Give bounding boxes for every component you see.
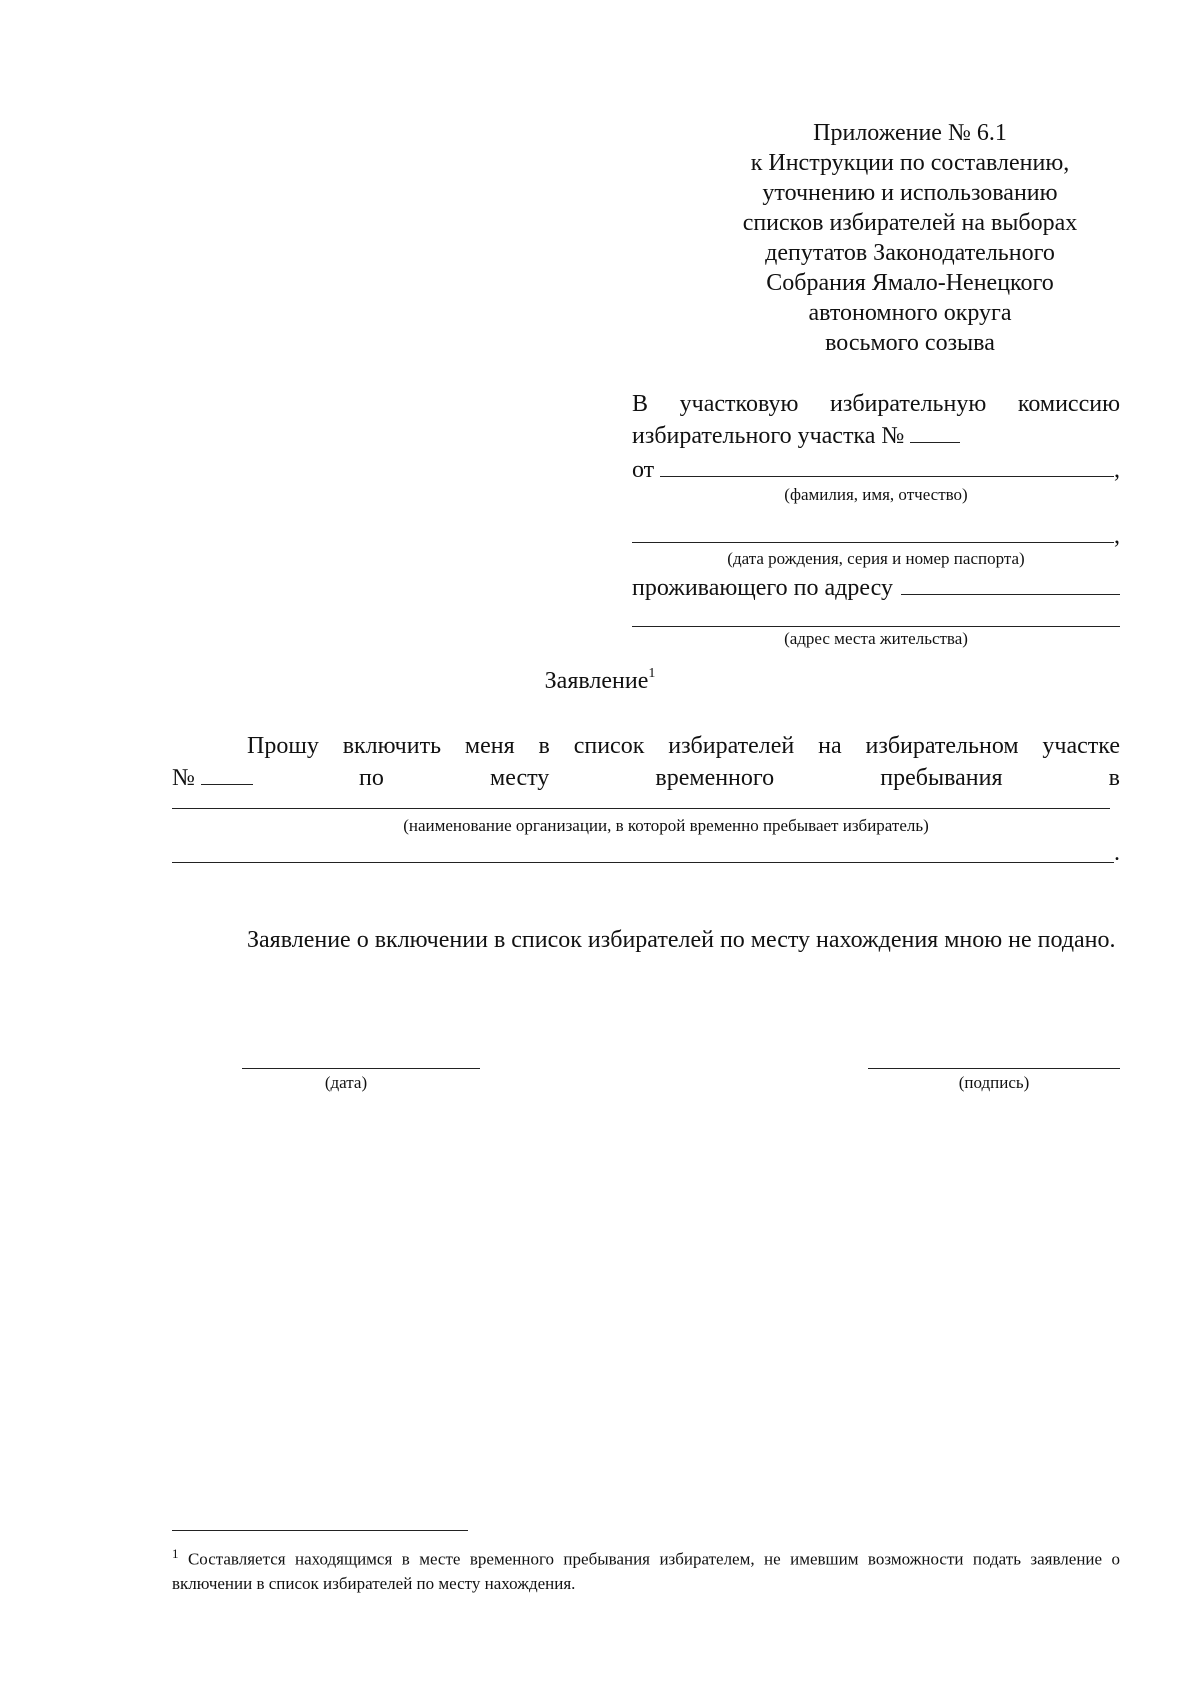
title-footnote-mark: 1 bbox=[648, 666, 656, 681]
request-word: в bbox=[1108, 765, 1120, 791]
addressee-block bbox=[632, 388, 1120, 650]
appendix-line: Собрания Ямало-Ненецкого bbox=[766, 270, 1054, 296]
precinct-number-field-2[interactable] bbox=[201, 784, 253, 785]
comma: , bbox=[1114, 457, 1120, 483]
fio-field[interactable] bbox=[660, 452, 1114, 477]
addressee-line-from bbox=[632, 452, 1120, 484]
organization-field-1[interactable] bbox=[172, 798, 1110, 809]
residing-label: проживающего по адресу bbox=[632, 575, 893, 601]
precinct-number-field[interactable] bbox=[910, 442, 960, 443]
from-label: от bbox=[632, 457, 655, 483]
organization-line-2 bbox=[172, 840, 1120, 866]
appendix-line: списков избирателей на выборах bbox=[742, 210, 1078, 236]
appendix-header bbox=[700, 118, 1120, 358]
request-line-2 bbox=[172, 762, 1120, 794]
statement-paragraph bbox=[172, 923, 1120, 957]
appendix-line: к Инструкции по составлению, bbox=[750, 150, 1070, 176]
signature-block bbox=[868, 1068, 1120, 1093]
addressee-line-residing bbox=[632, 570, 1120, 602]
addressee-line-precinct bbox=[632, 420, 1120, 452]
organization-field-2[interactable] bbox=[172, 842, 1114, 863]
appendix-line: Приложение № 6.1 bbox=[813, 120, 1007, 146]
appendix-line: депутатов Законодательного bbox=[765, 240, 1055, 266]
date-field[interactable] bbox=[242, 1068, 480, 1069]
comma: , bbox=[1114, 523, 1120, 549]
request-word: временного bbox=[655, 765, 775, 791]
appendix-line: автономного округа bbox=[808, 300, 1012, 326]
request-word-number: № bbox=[172, 762, 253, 794]
addressee-line-birth bbox=[632, 518, 1120, 548]
footnote bbox=[172, 1542, 1120, 1596]
signature-field[interactable] bbox=[868, 1068, 1120, 1069]
fio-caption: (фамилия, имя, отчество) bbox=[784, 485, 968, 504]
signature-caption: (подпись) bbox=[958, 1073, 1030, 1092]
addressee-line-commission: В участковую избирательную комиссию bbox=[632, 391, 1120, 417]
request-line-1: Прошу включить меня в список избирателей на избирательном участке bbox=[247, 733, 1120, 759]
footnote-text: Составляется находящимся в месте временного пребывания избирателем, не имевшим возможности подать заявление о включении в список избирателей по месту нахождения. bbox=[172, 1549, 1120, 1593]
address-caption: (адрес места жительства) bbox=[784, 629, 968, 648]
footnote-separator bbox=[172, 1530, 468, 1531]
footnote-mark: 1 bbox=[172, 1546, 179, 1561]
period: . bbox=[1114, 840, 1120, 866]
date-caption: (дата) bbox=[324, 1073, 368, 1092]
statement-text: Заявление о включении в список избирателей по месту нахождения мною не подано. bbox=[247, 927, 1116, 953]
organization-caption: (наименование организации, в которой временно пребывает избиратель) bbox=[403, 816, 929, 835]
addressee-line-address2 bbox=[632, 614, 1120, 628]
address-field-1[interactable] bbox=[901, 570, 1120, 595]
birth-passport-field[interactable] bbox=[632, 518, 1114, 543]
request-word: месту bbox=[490, 765, 550, 791]
request-paragraph bbox=[172, 730, 1120, 866]
appendix-line: восьмого созыва bbox=[825, 330, 995, 356]
title-text: Заявление bbox=[544, 668, 649, 694]
birth-passport-caption: (дата рождения, серия и номер паспорта) bbox=[727, 549, 1025, 568]
appendix-line: уточнению и использованию bbox=[762, 180, 1058, 206]
request-word: пребывания bbox=[880, 765, 1003, 791]
document-title bbox=[0, 668, 1200, 695]
date-signature-block bbox=[242, 1068, 480, 1093]
request-word: по bbox=[359, 765, 384, 791]
address-field-2[interactable] bbox=[632, 614, 1120, 627]
precinct-label: избирательного участка № bbox=[632, 423, 905, 449]
